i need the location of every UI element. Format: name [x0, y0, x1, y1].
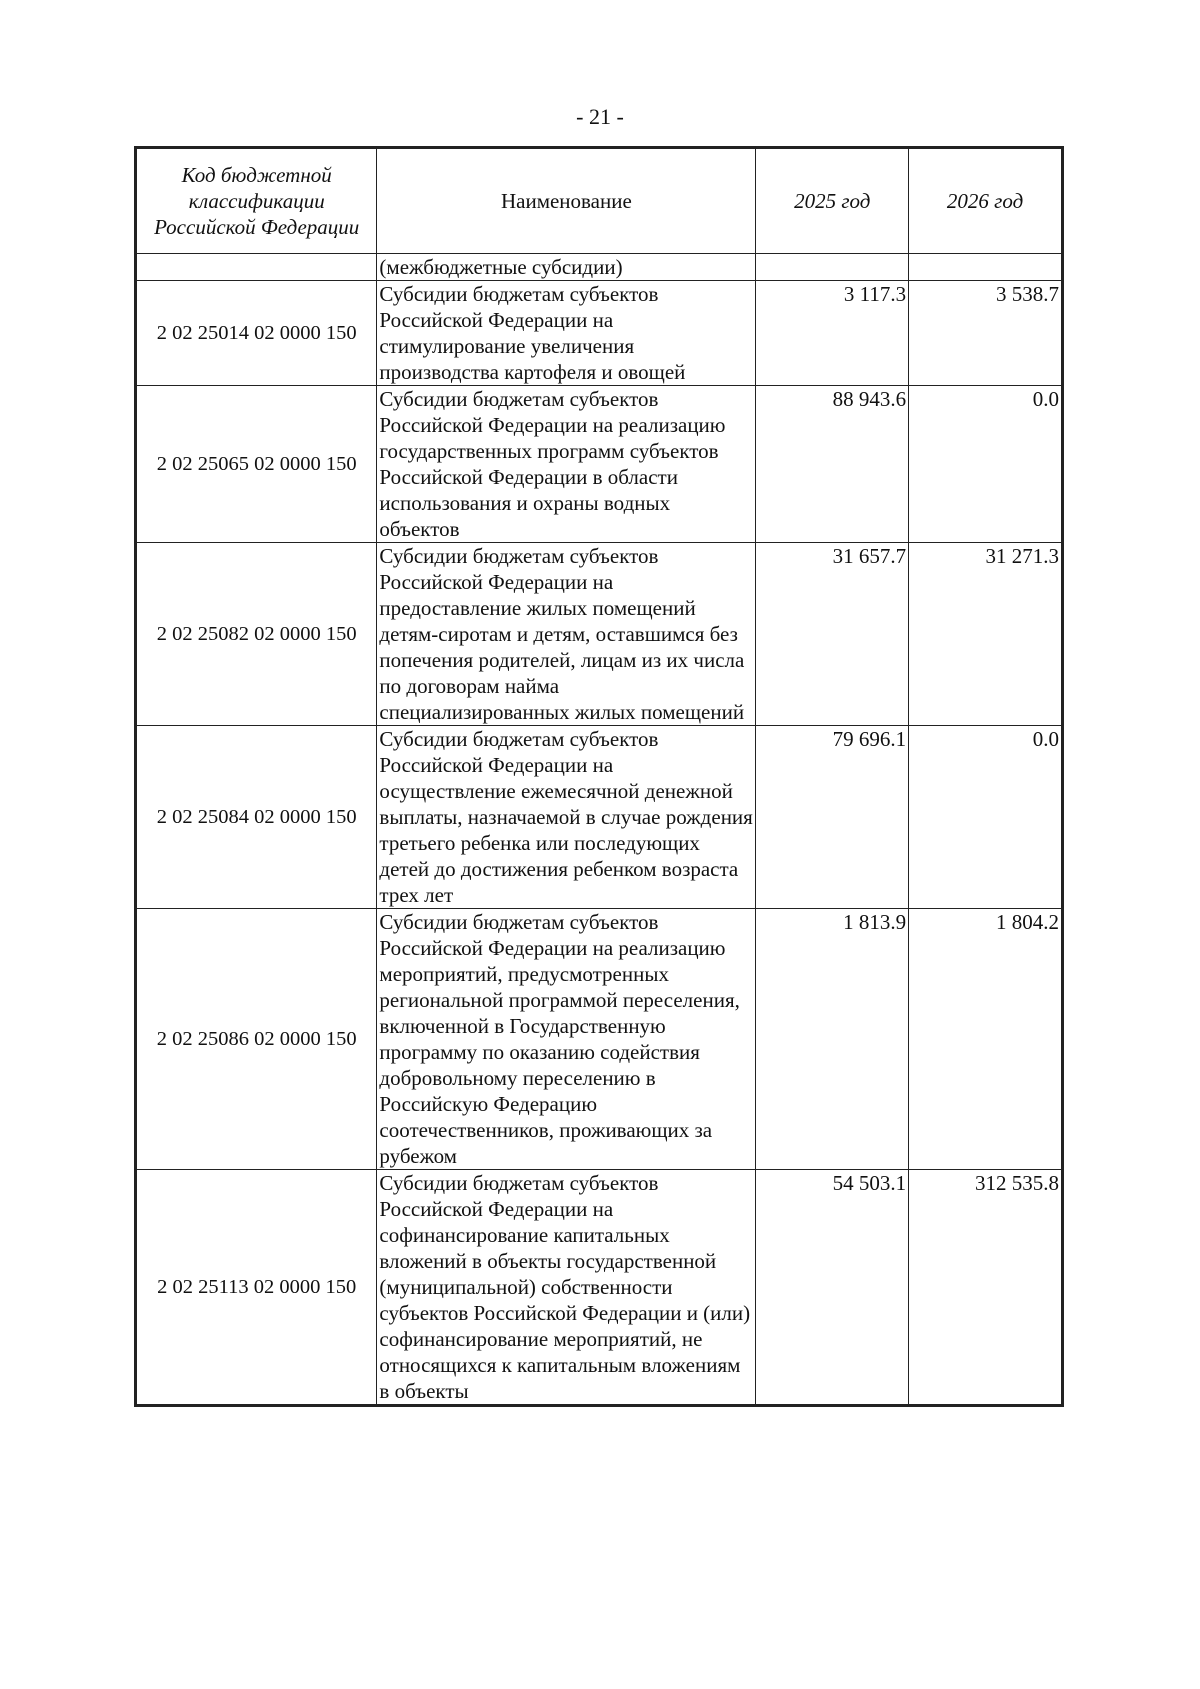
row-code: 2 02 25014 02 0000 150: [136, 281, 377, 386]
continuation-2025: [756, 254, 909, 281]
row-name: Субсидии бюджетам субъектов Российской Федерации на осуществление ежемесячной денежной выплаты, назначаемой в случае рождения третьего ребенка или последующих детей до достижения ребенком возраста трех лет: [377, 726, 756, 909]
row-2026: 31 271.3: [909, 543, 1063, 726]
row-code: 2 02 25113 02 0000 150: [136, 1170, 377, 1406]
table-row: [136, 1170, 1063, 1406]
row-2025: 79 696.1: [756, 726, 909, 909]
continuation-code: [136, 254, 377, 281]
row-code: 2 02 25082 02 0000 150: [136, 543, 377, 726]
row-name: Субсидии бюджетам субъектов Российской Федерации на стимулирование увеличения производства картофеля и овощей: [377, 281, 756, 386]
row-2026: 0.0: [909, 726, 1063, 909]
row-name: Субсидии бюджетам субъектов Российской Федерации на реализацию мероприятий, предусмотренных региональной программой переселения, включенной в Государственную программу по оказанию содействия добровольному переселению в Российскую Федерацию соотечественников, проживающих за рубежом: [377, 909, 756, 1170]
header-name: Наименование: [377, 148, 756, 254]
continuation-name: (межбюджетные субсидии): [377, 254, 756, 281]
row-2025: 54 503.1: [756, 1170, 909, 1406]
table-row: [136, 909, 1063, 1170]
row-name: Субсидии бюджетам субъектов Российской Федерации на реализацию государственных программ субъектов Российской Федерации в области использования и охраны водных объектов: [377, 386, 756, 543]
row-name: Субсидии бюджетам субъектов Российской Федерации на софинансирование капитальных вложений в объекты государственной (муниципальной) собственности субъектов Российской Федерации и (или) софинансирование мероприятий, не относящихся к капитальным вложениям в объекты: [377, 1170, 756, 1406]
row-2025: 1 813.9: [756, 909, 909, 1170]
row-2026: 3 538.7: [909, 281, 1063, 386]
header-2026: 2026 год: [909, 148, 1063, 254]
row-2025: 31 657.7: [756, 543, 909, 726]
row-2026: 312 535.8: [909, 1170, 1063, 1406]
row-2026: 1 804.2: [909, 909, 1063, 1170]
row-code: 2 02 25065 02 0000 150: [136, 386, 377, 543]
row-code: 2 02 25084 02 0000 150: [136, 726, 377, 909]
row-code: 2 02 25086 02 0000 150: [136, 909, 377, 1170]
table-row: [136, 726, 1063, 909]
table-row: [136, 281, 1063, 386]
budget-table: [134, 146, 1064, 1407]
row-2026: 0.0: [909, 386, 1063, 543]
table-row: [136, 386, 1063, 543]
header-2025: 2025 год: [756, 148, 909, 254]
header-code: Код бюджетной классификации Российской Федерации: [136, 148, 377, 254]
table-row: [136, 543, 1063, 726]
header-row: [136, 148, 1063, 254]
row-2025: 3 117.3: [756, 281, 909, 386]
page-number: - 21 -: [576, 104, 624, 129]
row-2025: 88 943.6: [756, 386, 909, 543]
row-name: Субсидии бюджетам субъектов Российской Федерации на предоставление жилых помещений детям-сиротам и детям, оставшимся без попечения родителей, лицам из их числа по договорам найма специализированных жилых помещений: [377, 543, 756, 726]
continuation-row: [136, 254, 1063, 281]
continuation-2026: [909, 254, 1063, 281]
